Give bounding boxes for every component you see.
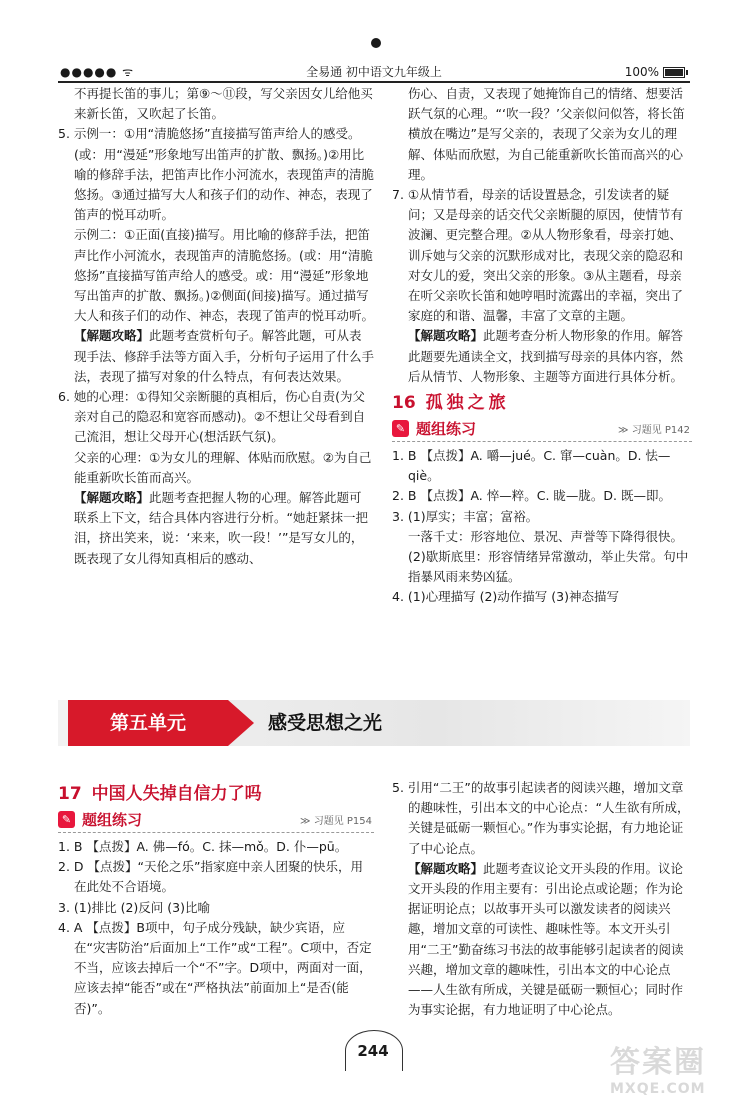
watermark-text: 答案圈 — [610, 1045, 706, 1080]
answer-paragraph — [58, 124, 374, 225]
top-left-column — [58, 84, 374, 569]
bottom-right-column — [392, 778, 692, 1020]
unit-label: 第五单元 — [68, 700, 228, 746]
lesson-title: 孤独之旅 — [425, 393, 510, 414]
lesson-17-heading — [58, 782, 374, 806]
answer-paragraph — [392, 527, 692, 547]
tip-label: 【解题攻略】 — [408, 860, 484, 876]
camera-dot — [371, 38, 381, 48]
tip-label: 【解题攻略】 — [408, 328, 484, 344]
answer-text: 1. B 【点拨】A. 嚼—jué。C. 窜—cuàn。D. 怯—qiè。 — [392, 448, 671, 484]
answer-paragraph — [392, 185, 692, 326]
answer-text: 7. ①从情节看，母亲的话设置悬念，引发读者的疑问；又是母亲的话交代父亲断腿的原因，使情节有波澜、更完整合理。②从人物形象看，母亲打她、训斥她与父亲的沉默形成对比，表现父亲的隐忍和对女儿的爱，突出父亲的形象。③从主题看，母亲在听父亲吹长笛和她哼唱时流露出的幸福，突出了家庭的和谐、温馨，丰富了文章的主题。 — [392, 187, 684, 324]
answer-paragraph — [392, 587, 692, 607]
answer-text: 6. 她的心理：①得知父亲断腿的真相后，伤心自责(为父亲对自己的隐忍和宽容而感动)。②不想让父母看到自己流泪，想让父母开心(想活跃气氛)。 — [58, 389, 366, 445]
answer-text: 此题考查赏析句子。解答此题，可从表现手法、修辞手法等方面入手，分析句子运用了什么手法，表现了描写对象的什么特点，有何表达效果。 — [74, 328, 375, 384]
exercise-page-ref[interactable]: ≫ 习题见 P154 — [300, 816, 372, 827]
lesson-17-answers — [58, 837, 374, 1019]
answer-paragraph — [58, 918, 374, 1019]
answer-paragraph — [392, 507, 692, 527]
answer-paragraph — [392, 547, 692, 587]
pencil-icon: ✎ — [58, 811, 75, 828]
lesson-16-answers — [392, 446, 692, 608]
answer-paragraph — [58, 84, 374, 124]
answer-paragraph — [58, 898, 374, 918]
answer-text: 此题考查把握人物的心理。解答此题可联系上下文，结合具体内容进行分析。“她赶紧抹一把泪，挤出笑来，说：‘来来，吹一段！’”是写女儿的，既表现了女儿得知真相后的感动、 — [74, 490, 368, 566]
answer-text: 不再提长笛的事儿；第⑨～⑪段，写父亲因女儿给他买来新长笛，又吹起了长笛。 — [74, 86, 373, 122]
answer-text: 伤心、自责，又表现了她掩饰自己的情绪、想要活跃气氛的心理。“‘吹一段？’父亲似问似答，将长笛横放在嘴边”是写父亲的，表现了父亲为女儿的理解、体贴而欣慰，为自己能重新吹长笛而高兴的心理。 — [408, 86, 685, 182]
battery-status — [625, 63, 688, 81]
signal-icon: ●●●●● ᯤ — [60, 65, 135, 79]
top-right-column — [392, 84, 692, 608]
answer-paragraph — [392, 859, 692, 1021]
battery-percent: 100% — [624, 65, 659, 79]
answer-text: 1. B 【点拨】A. 佛—fó。C. 抹—mǒ。D. 仆—pū。 — [58, 839, 348, 854]
answer-text: 5. 引用“二王”的故事引起读者的阅读兴趣，增加文章的趣味性，引出本文的中心论点：“人生欲有所成，关键是砥砺一颗恒心。”作为事实论据，有力地论证了中心论点。 — [392, 780, 690, 856]
page-number-badge — [335, 1030, 415, 1070]
answer-text: 此题考查分析人物形象的作用。解答此题要先通读全文，找到描写母亲的具体内容，然后从情节、人物形象、主题等方面进行具体分析。 — [408, 328, 684, 384]
app-title: 全易通 初中语文九年级上 — [306, 65, 442, 79]
answer-paragraph — [392, 84, 692, 185]
answer-text: 示例二：①正面(直接)描写。用比喻的修辞手法，把笛声比作小河流水，表现笛声的清脆悠扬。(或：用“清脆悠扬”直接描写笛声给人的感受。或：用“漫延”形象地写出笛声的扩散、飘扬。)②侧面(间接)描写。通过描写大人和孩子们的动作、神态，表现了笛声的悦耳动听。 — [74, 227, 375, 324]
answer-paragraph — [392, 778, 692, 859]
status-bar — [58, 63, 690, 83]
answer-text: 4. (1)心理描写 (2)动作描写 (3)神态描写 — [392, 589, 619, 605]
watermark-url: MXQE.COM — [610, 1081, 706, 1097]
lesson-number: 17 — [58, 784, 82, 804]
group-label: 题组练习 — [82, 811, 143, 829]
answer-text: 2. D 【点拨】“天伦之乐”指家庭中亲人团聚的快乐，用在此处不合语境。 — [58, 859, 363, 895]
exercise-group-bar — [392, 417, 692, 442]
answer-paragraph — [58, 387, 374, 448]
unit-title: 感受思想之光 — [268, 712, 383, 734]
lesson-number: 16 — [392, 393, 416, 414]
answer-text: 3. (1)厚实；丰富；富裕。 — [392, 508, 539, 524]
exercise-page-ref[interactable]: ≫ 习题见 P142 — [618, 425, 690, 437]
bottom-left-column — [58, 778, 374, 1019]
answer-paragraph — [392, 446, 692, 486]
watermark-logo — [610, 1046, 740, 1108]
tip-label: 【解题攻略】 — [74, 490, 150, 506]
answer-paragraph — [58, 326, 374, 387]
tip-label: 【解题攻略】 — [74, 328, 150, 344]
answer-paragraph — [58, 448, 374, 488]
answer-paragraph — [392, 486, 692, 506]
answer-text: 4. A 【点拨】B项中，句子成分残缺，缺少宾语，应在“灾害防治”后面加上“工作”或“工程”。C项中，否定不当，应该去掉后一个“不”字。D项中，两面对一面，应该去掉“能否”或在“严格执法”前面加上“是否(能否)”。 — [58, 919, 372, 1016]
pencil-icon: ✎ — [392, 420, 409, 437]
answer-text: (2)歇斯底里：形容情绪异常激动，举止失常。句中指暴风雨来势凶猛。 — [408, 549, 689, 585]
answer-text: 5. 示例一：①用“清脆悠扬”直接描写笛声给人的感受。(或：用“漫延”形象地写出笛声的扩散、飘扬。)②用比喻的修辞手法，把笛声比作小河流水，表现笛声的清脆悠扬。③通过描写大人和孩子们的动作、神态，表现了笛声的悦耳动听。 — [58, 126, 375, 223]
answer-paragraph — [58, 488, 374, 569]
exercise-group-bar — [58, 808, 374, 833]
answer-text: 2. B 【点拨】A. 悴—粹。C. 眬—胧。D. 既—即。 — [392, 488, 671, 504]
battery-icon — [663, 67, 685, 78]
page-number: 244 — [357, 1042, 389, 1060]
answer-text: 此题考查议论文开头段的作用。议论文开头段的作用主要有：引出论点或论题；作为论据证明论点；以故事开头可以激发读者的阅读兴趣，增加文章的可读性、趣味性等。本文开头引用“二王”勤奋练习书法的故事能够引起读者的阅读兴趣，增加文章的趣味性，引出本文的中心论点——人生欲有所成，关键是砥砺一颗恒心；同时作为事实论据，有力地证明了中心论点。 — [408, 860, 684, 1018]
answer-text: 父亲的心理：①为女儿的理解、体贴而欣慰。②为自己能重新吹长笛而高兴。 — [74, 449, 372, 485]
group-label: 题组练习 — [416, 420, 477, 439]
answer-paragraph — [392, 326, 692, 387]
answer-paragraph — [58, 857, 374, 897]
answer-text: 一落千丈：形容地位、景况、声誉等下降得很快。 — [408, 528, 684, 544]
answer-paragraph — [58, 837, 374, 857]
answer-text: 3. (1)排比 (2)反问 (3)比喻 — [58, 899, 210, 915]
unit-banner — [58, 700, 690, 746]
arrow-icon — [228, 700, 254, 746]
lesson-title: 中国人失掉自信力了吗 — [91, 784, 262, 804]
top-right-answers — [392, 84, 692, 387]
lesson-16-heading — [392, 391, 692, 415]
answer-paragraph — [58, 225, 374, 326]
